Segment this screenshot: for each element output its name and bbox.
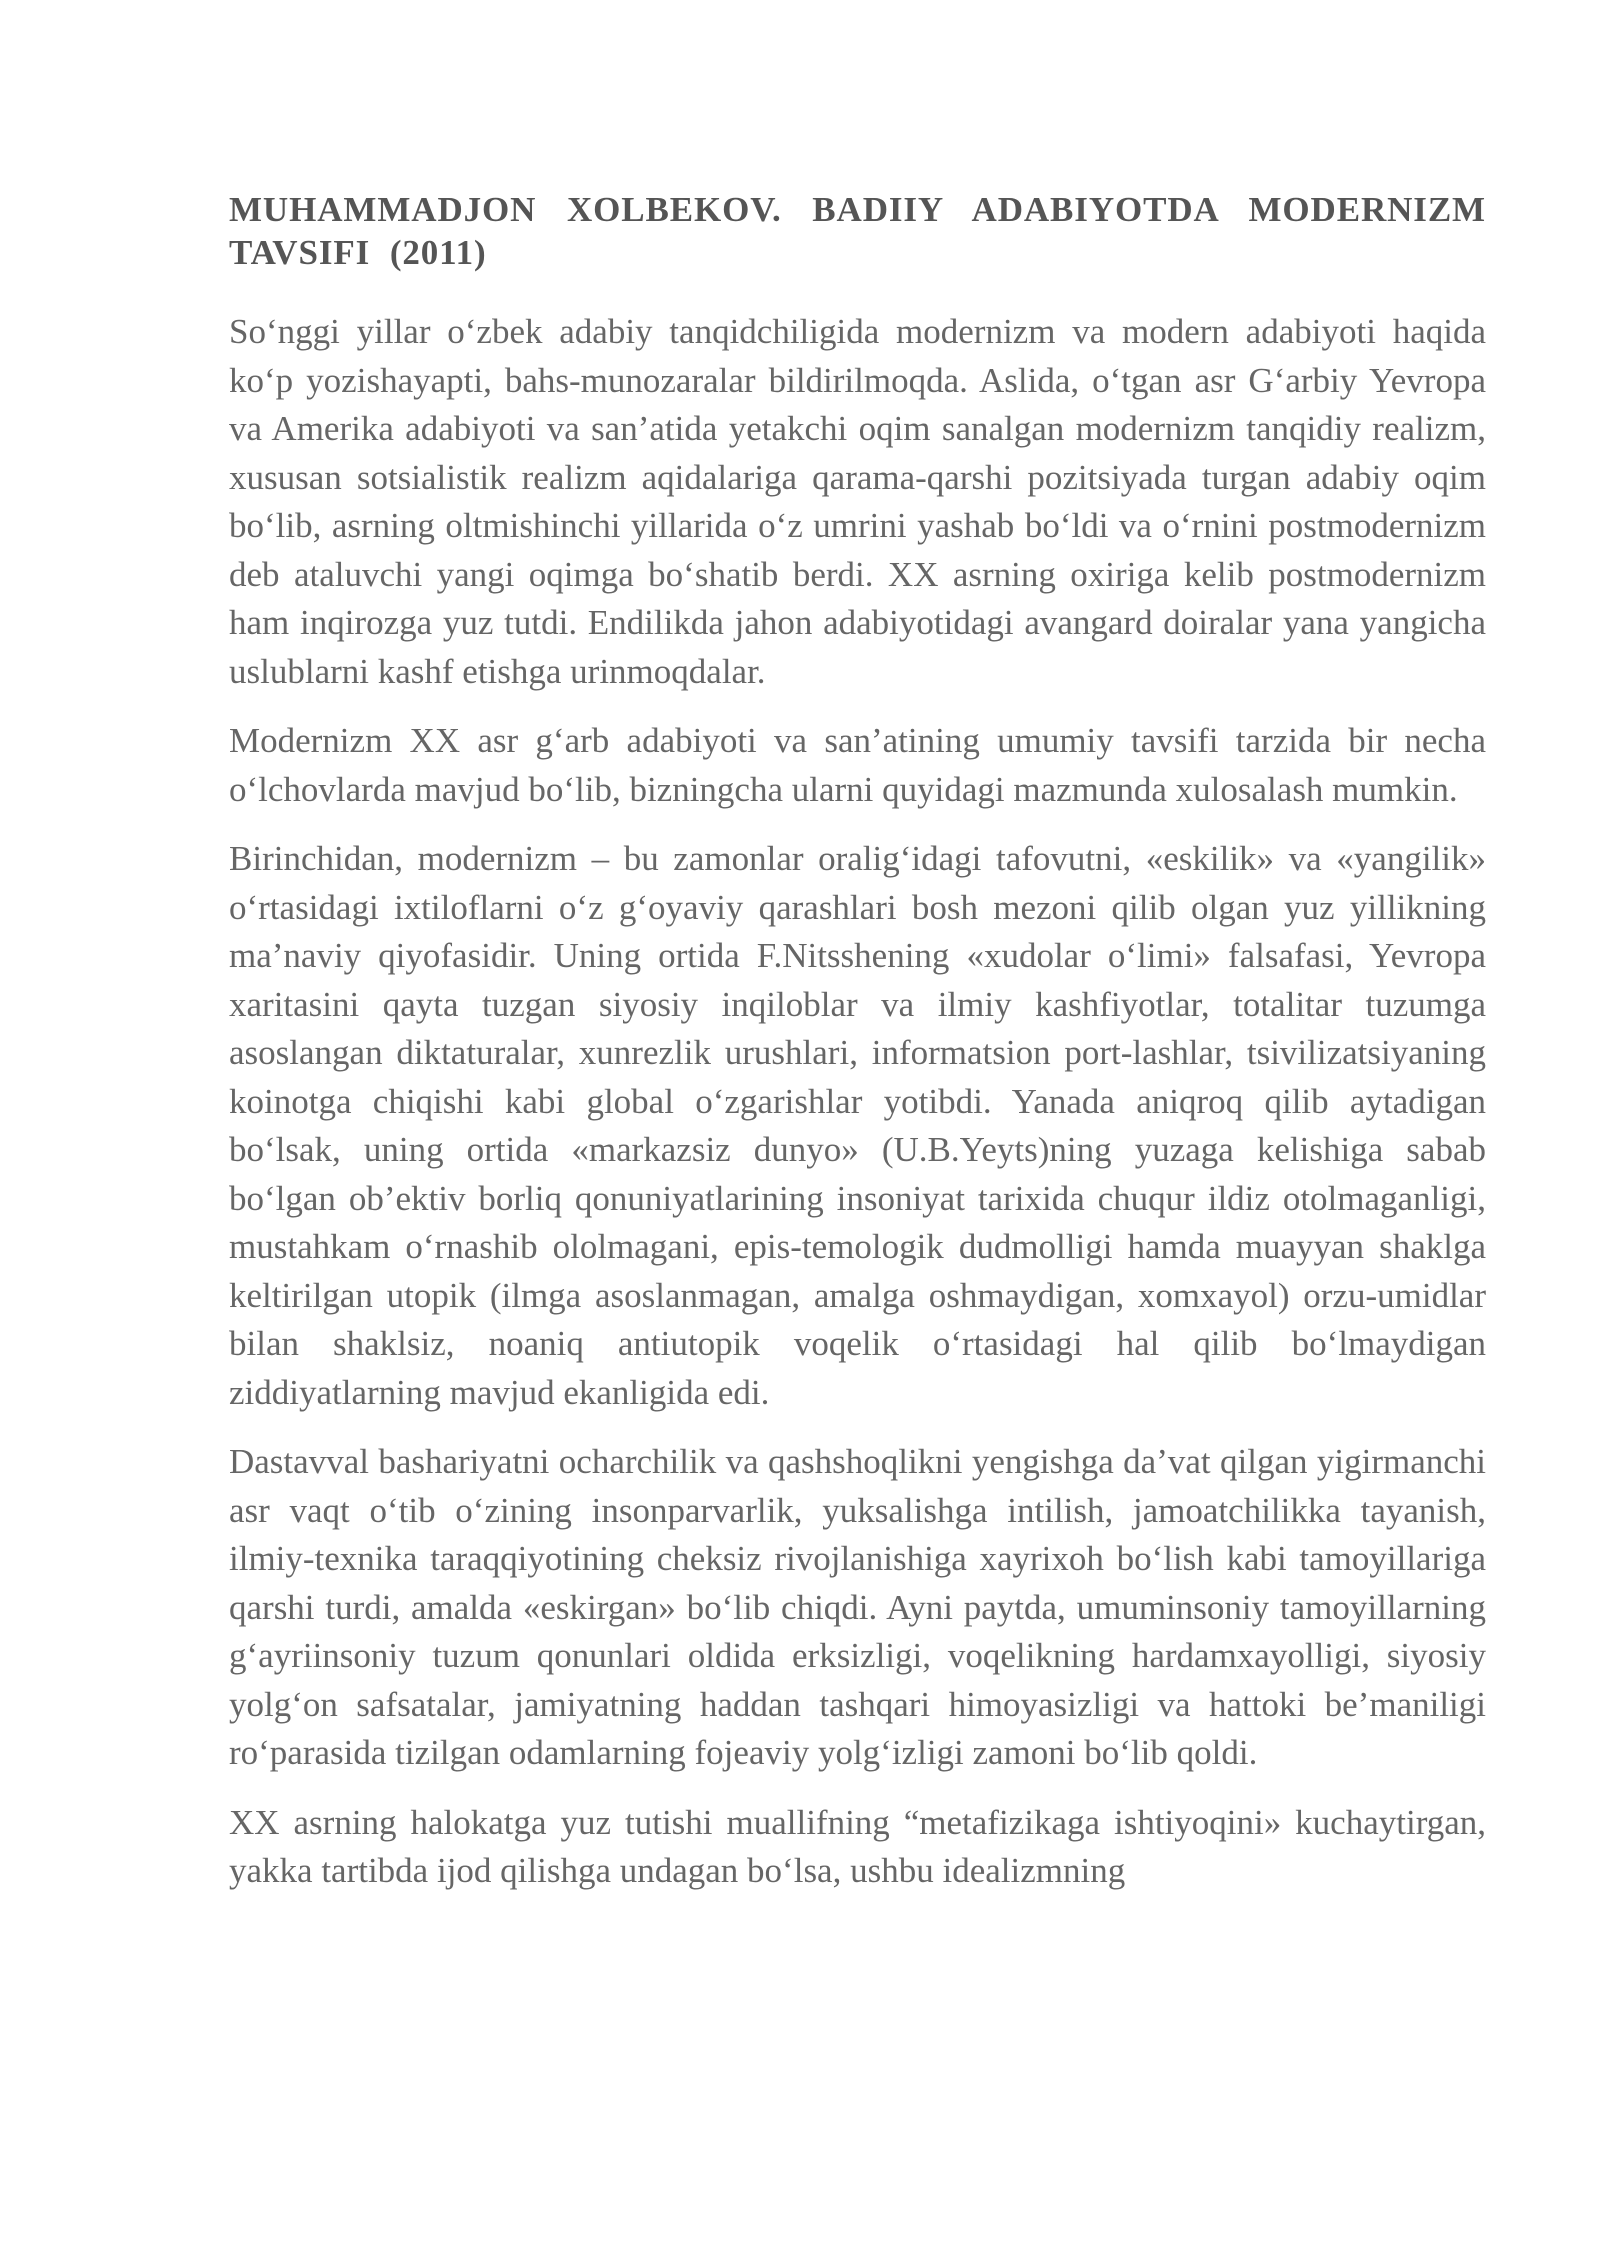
document-page bbox=[229, 188, 1486, 1917]
paragraph-1: So‘nggi yillar o‘zbek adabiy tanqidchiligida modernizm va modern adabiyoti haqida ko‘p yozishayapti, bahs-munozaralar bildirilmoqda. Aslida, o‘tgan asr G‘arbiy Yevropa va Amerika adabiyoti va san’atida yetakchi oqim sanalgan modernizm tanqidiy realizm, xususan sotsialistik realizm aqidalariga qarama-qarshi pozitsiyada turgan adabiy oqim bo‘lib, asrning oltmishinchi yillarida o‘z umrini yashab bo‘ldi va o‘rnini postmodernizm deb ataluvchi yangi oqimga bo‘shatib berdi. XX asrning oxiriga kelib postmodernizm ham inqirozga yuz tutdi. Endilikda jahon adabiyotidagi avangard doiralar yana yangicha uslublarni kashf etishga urinmoqdalar. bbox=[229, 312, 1486, 691]
paragraph-5: XX asrning halokatga yuz tutishi muallifning “metafizikaga ishtiyoqini» kuchaytirgan, yakka tartibda ijod qilishga undagan bo‘lsa, ushbu idealizmning bbox=[229, 1802, 1486, 1890]
paragraph-3: Birinchidan, modernizm – bu zamonlar oralig‘idagi tafovutni, «eskilik» va «yangilik» o‘rtasidagi ixtiloflarni o‘z g‘oyaviy qarashlari bosh mezoni qilib olgan yuz yillikning ma’naviy qiyofasidir. Uning ortida F.Nitsshening «xudolar o‘limi» falsafasi, Yevropa xaritasini qayta tuzgan siyosiy inqiloblar va ilmiy kashfiyotlar, totalitar tuzumga asoslangan diktaturalar, xunrezlik urushlari, informatsion port-lashlar, tsivilizatsiyaning koinotga chiqishi kabi global o‘zgarishlar yotibdi. Yanada aniqroq qilib aytadigan bo‘lsak, uning ortida «markazsiz dunyo» (U.B.Yeyts)ning yuzaga kelishiga sabab bo‘lgan ob’ektiv borliq qonuniyatlarining insoniyat tarixida chuqur ildiz otolmaganligi, mustahkam o‘rnashib ololmagani, epis-temologik dudmolligi hamda muayyan shaklga keltirilgan utopik (ilmga asoslanmagan, amalga oshmaydigan, xomxayol) orzu-umidlar bilan shaklsiz, noaniq antiutopik voqelik o‘rtasidagi hal qilib bo‘lmaydigan ziddiyatlarning mavjud ekanligida edi. bbox=[229, 839, 1486, 1412]
paragraph-4: Dastavval bashariyatni ocharchilik va qashshoqlikni yengishga da’vat qilgan yigirmanchi asr vaqt o‘tib o‘zining insonparvarlik, yuksalishga intilish, jamoatchilikka tayanish, ilmiy-texnika taraqqiyotining cheksiz rivojlanishiga xayrixoh bo‘lish kabi tamoyillariga qarshi turdi, amalda «eskirgan» bo‘lib chiqdi. Ayni paytda, umuminsoniy tamoyillarning g‘ayriinsoniy tuzum qonunlari oldida erksizligi, voqelikning hardamxayolligi, siyosiy yolg‘on safsatalar, jamiyatning haddan tashqari himoyasizligi va hattoki be’maniligi ro‘parasida tizilgan odamlarning fojeaviy yolg‘izligi zamoni bo‘lib qoldi. bbox=[229, 1442, 1486, 1772]
document-title: MUHAMMADJON XOLBEKOV. BADIIY ADABIYOTDA MODERNIZM TAVSIFI (2011) bbox=[229, 190, 1486, 272]
paragraph-2: Modernizm XX asr g‘arb adabiyoti va san’atining umumiy tavsifi tarzida bir necha o‘lchovlarda mavjud bo‘lib, bizningcha ularni quyidagi mazmunda xulosalash mumkin. bbox=[229, 721, 1486, 809]
